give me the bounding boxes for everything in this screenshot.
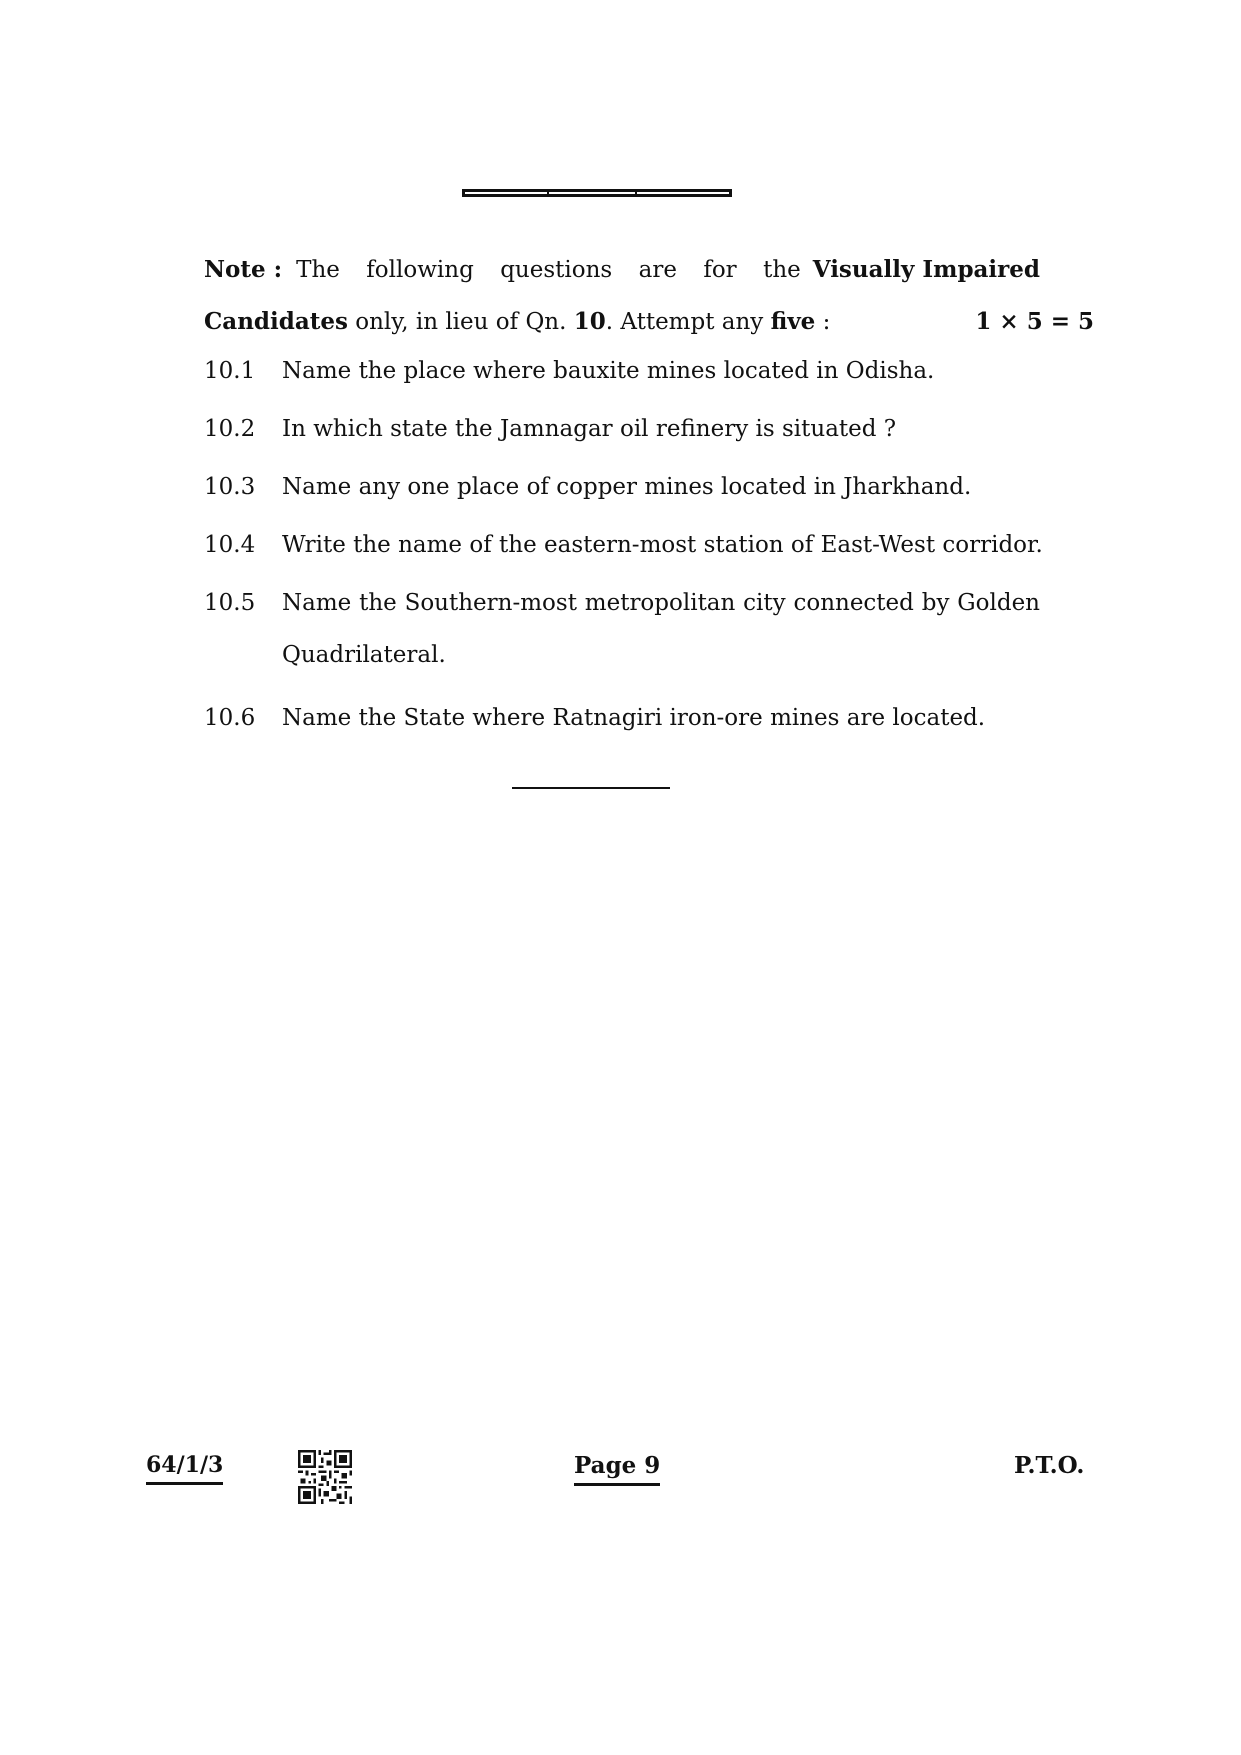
- note-bold-2: Candidates: [204, 308, 348, 335]
- question-number: 10.2: [204, 416, 256, 442]
- qr-code-icon: [298, 1450, 352, 1504]
- marks-allocation: 1 × 5 = 5: [975, 308, 1094, 335]
- question-text: Name any one place of copper mines located in Jharkhand.: [282, 474, 972, 500]
- question-item: [204, 697, 1044, 739]
- note-block: [204, 244, 1094, 348]
- note-label: Note :: [204, 256, 283, 283]
- question-number: 10.6: [204, 705, 256, 731]
- question-item: [204, 582, 1040, 681]
- question-item: [204, 524, 1044, 566]
- divider-tick: [547, 189, 549, 197]
- note-text-3: . Attempt any: [605, 309, 771, 335]
- question-text: In which state the Jamnagar oil refinery is situated ?: [282, 416, 897, 442]
- note-text-1: The following questions are for the: [296, 257, 801, 283]
- question-text: Write the name of the eastern-most station of East-West corridor.: [282, 532, 1043, 558]
- paper-code: 64/1/3: [146, 1452, 223, 1485]
- note-text-2: only, in lieu of Qn.: [347, 309, 574, 335]
- note-qn-ref: 10: [573, 308, 606, 335]
- question-text: Name the State where Ratnagiri iron-ore mines are located.: [282, 705, 986, 731]
- question-item: [204, 408, 1044, 450]
- note-bold-1: Visually Impaired: [812, 256, 1040, 283]
- question-number: 10.1: [204, 358, 256, 384]
- note-five: five: [770, 308, 816, 335]
- question-list: [204, 350, 1044, 755]
- question-item: [204, 350, 1044, 392]
- end-of-section-rule: [512, 787, 670, 789]
- note-text-4: :: [815, 309, 831, 335]
- page-number: Page 9: [574, 1452, 660, 1486]
- question-text: Name the place where bauxite mines located in Odisha.: [282, 358, 935, 384]
- note-line-2: [204, 296, 1094, 348]
- top-divider-bar: [462, 189, 732, 197]
- question-text: Name the Southern-most metropolitan city connected by Golden Quadrilateral.: [282, 590, 1040, 668]
- divider-tick: [635, 189, 637, 197]
- question-number: 10.4: [204, 532, 256, 558]
- note-line-1: [204, 244, 1040, 296]
- question-item: [204, 466, 1044, 508]
- question-number: 10.5: [204, 590, 256, 616]
- question-number: 10.3: [204, 474, 256, 500]
- pto-label: P.T.O.: [1014, 1452, 1085, 1479]
